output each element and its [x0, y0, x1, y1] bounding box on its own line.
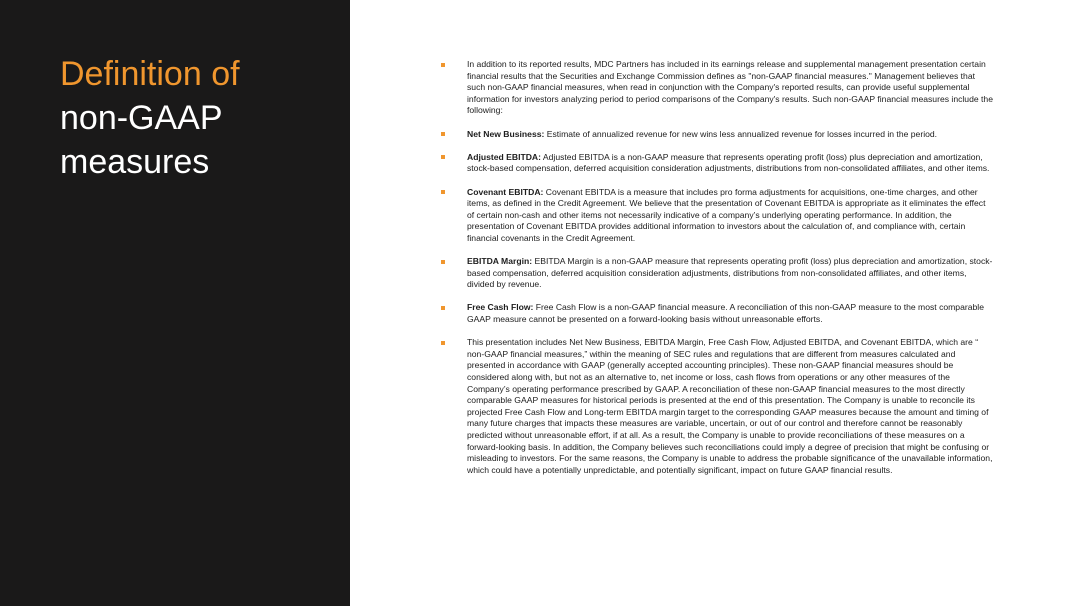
item-text: Free Cash Flow is a non-GAAP financial measure. A reconciliation of this non-GAAP measure to the most comparable GAAP measure cannot be presented on a forward-looking basis without unreasonable efforts.: [467, 302, 984, 325]
bullet-icon: [441, 132, 445, 136]
definition-net-new-business: [441, 129, 993, 141]
item-term: Free Cash Flow:: [467, 302, 534, 313]
item-text: Adjusted EBITDA is a non-GAAP measure that represents operating profit (loss) plus depreciation and amortization, stock-based compensation, deferred acquisition consideration adjustments, distributions from non-consolidated affiliates, and other items.: [467, 151, 990, 174]
item-text: Estimate of annualized revenue for new wins less annualized revenue for losses incurred in the period.: [544, 128, 938, 139]
bullet-icon: [441, 306, 445, 310]
item-term: EBITDA Margin:: [467, 256, 533, 267]
bullet-icon: [441, 260, 445, 264]
item-text: Covenant EBITDA is a measure that includes pro forma adjustments for acquisitions, one-time charges, and other items, as defined in the Credit Agreement. We believe that the presentation of Covenant EBITDA is appropriate as it eliminates the effect of certain non-cash and other items not necessarily indicative of a company’s underlying operating performance. In addition, the presentation of Covenant EBITDA provides additional information to investors about the calculation of, and compliance with, certain financial covenants in the Credit Agreement.: [467, 186, 986, 243]
slide-title-line-2: non-GAAP: [60, 99, 223, 137]
item-text: EBITDA Margin is a non-GAAP measure that represents operating profit (loss) plus depreciation and amortization, stock-based compensation, deferred acquisition consideration adjustments, distributions from non-consolidated affiliates, and other items, divided by revenue.: [467, 256, 993, 290]
bullet-icon: [441, 190, 445, 194]
bullet-icon: [441, 341, 445, 345]
item-text: In addition to its reported results, MDC Partners has included in its earnings release and supplemental management presentation certain financial results that the Securities and Exchange Commission defines as "non-GAAP financial measures." Management believes that such non-GAAP financial measures, when read in conjunction with the Company's reported results, can provide useful supplemental information for investors analyzing period to period comparisons of the Company's results. Such non-GAAP financial measures include the following:: [467, 59, 993, 116]
definition-disclaimer: [441, 337, 993, 476]
definition-intro: [441, 59, 993, 117]
slide-title-accent: Definition of: [60, 55, 240, 93]
definition-free-cash-flow: [441, 302, 993, 325]
slide-title-line-3: measures: [60, 143, 210, 181]
bullet-icon: [441, 155, 445, 159]
definition-adjusted-ebitda: [441, 152, 993, 175]
bullet-icon: [441, 63, 445, 67]
definition-ebitda-margin: [441, 256, 993, 291]
item-text: This presentation includes Net New Business, EBITDA Margin, Free Cash Flow, Adjusted EBITDA, and Covenant EBITDA, which are “ non-GAAP financial measures,” within the meaning of SEC rules and regulations that are different from measures calculated and presented in accordance with GAAP (generally accepted accounting principles). These non-GAAP financial measures should be considered along with, but not as an alternative to, net income or loss, cash flows from operations or any other measures of the Company’s operating performance prescribed by GAAP. A reconciliation of these non-GAAP financial measures to the most directly comparable GAAP measures for historical periods is presented at the end of this presentation. The Company is unable to reconcile its projected Free Cash Flow and Long-term EBITDA margin target to the corresponding GAAP measures because the amount and timing of many future charges that impacts these measures are variable, uncertain, or out of our control and therefore cannot be reasonably predicted without unreasonable effort, if at all. As a result, the Company is unable to provide reconciliations of these measures on a forward-looking basis. In addition, the Company believes such reconciliations could imply a degree of precision that might be confusing or misleading to investors. For the same reasons, the Company is unable to address the probable significance of the unavailable information, which could have a potentially unpredictable, and potentially significant, impact on future GAAP financial results.: [467, 337, 993, 475]
item-term: Adjusted EBITDA:: [467, 151, 541, 162]
item-term: Net New Business:: [467, 128, 545, 139]
title-panel: [0, 0, 350, 606]
definitions-list: [441, 59, 993, 488]
item-term: Covenant EBITDA:: [467, 186, 544, 197]
definition-covenant-ebitda: [441, 187, 993, 245]
slide-title: [60, 52, 340, 184]
